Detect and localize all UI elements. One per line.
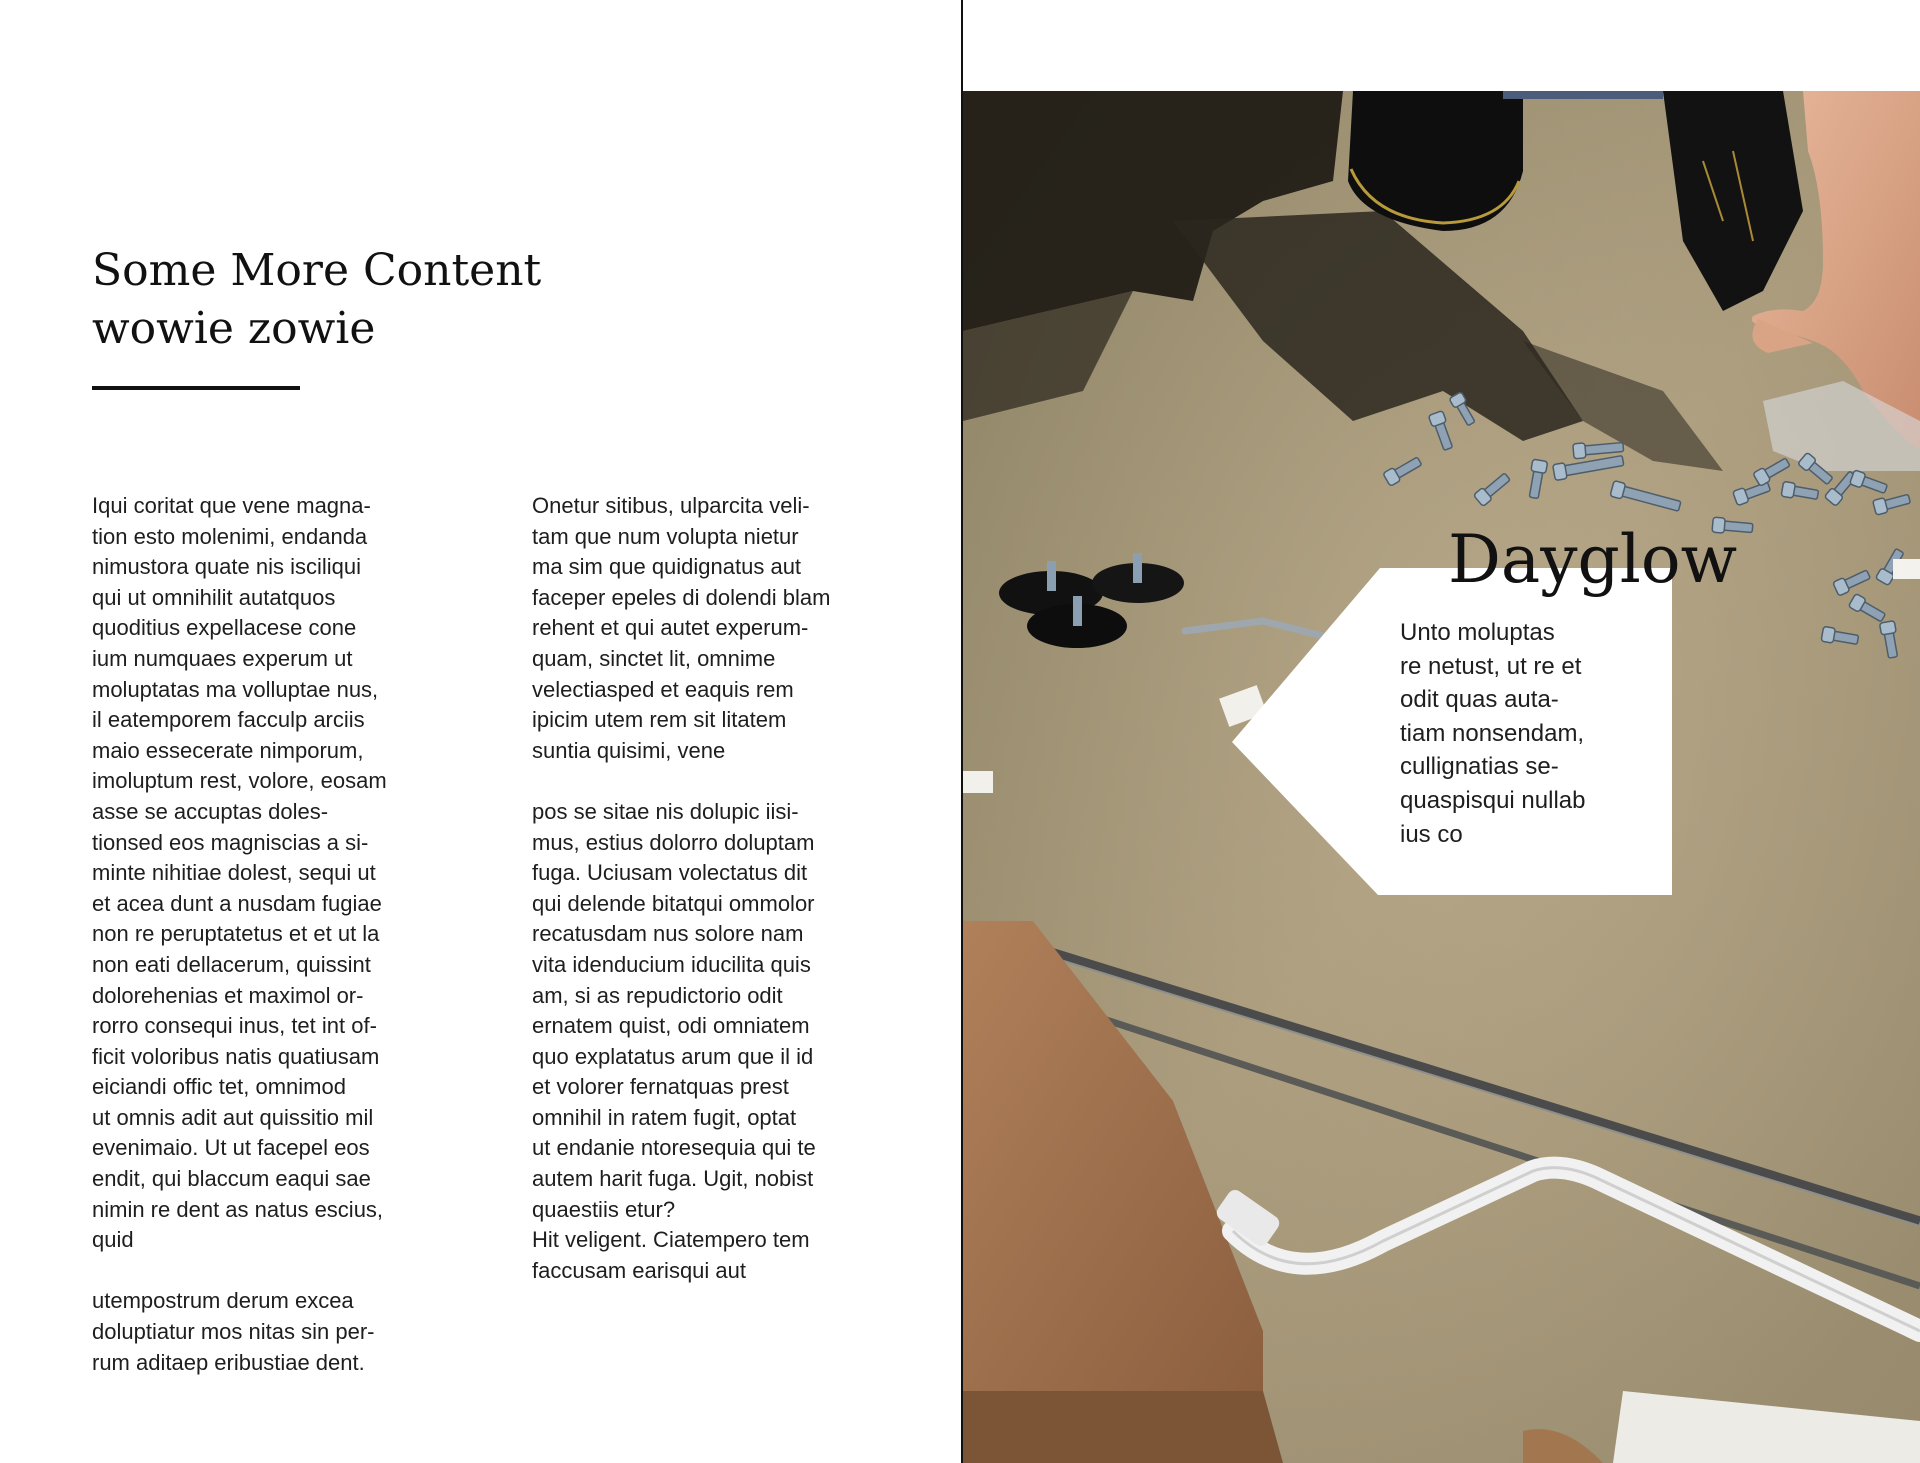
- callout-text: Unto moluptas re netust, ut re et odit quas auta- tiam nonsendam, cullignatias se- quaspisqui nullab ius co: [1400, 619, 1586, 848]
- column-2-paragraph-3: Hit veligent. Ciatempero tem faccusam earisqui aut: [532, 1227, 810, 1283]
- page-title-line-2: wowie zowie: [92, 303, 376, 354]
- column-2-paragraph-1: Onetur sitibus, ulparcita veli- tam que num volupta nietur ma sim que quidignatus aut faceper epeles di dolendi blam rehent et qui autet experum- quam, sinctet lit, omnime velectiasped et eaquis rem ipicim utem rem sit litatem suntia quisimi, vene: [532, 493, 831, 763]
- page-title-line-1: Some More Content: [92, 245, 542, 296]
- column-1-paragraph-2: utempostrum derum excea doluptiatur mos nitas sin per- rum aditaep eribustiae dent.: [92, 1288, 375, 1375]
- callout-title: Dayglow: [1448, 521, 1738, 598]
- column-1-paragraph-1: Iqui coritat que vene magna- tion esto molenimi, endanda nimustora quate nis isciliqui qui ut omnihilit autatquos quoditius expellacese cone ium numquaes experum ut moluptatas ma volluptae nus, il eatemporem facculp arciis maio essecerate nimporum, imoluptum rest, volore, eosam asse se accuptas doles- tionsed eos magniscias a si- minte nihitiae dolest, sequi ut et acea dunt a nusdam fugiae non re peruptatetus et et ut la non eati dellacerum, quissint dolorehenias et maximol or- rorro consequi inus, tet int of- ficit voloribus natis quatiusam eiciandi offic tet, omnimod ut omnis adit aut quissitio mil evenimaio. Ut ut facepel eos endit, qui blaccum eaqui sae nimin re dent as natus escius, quid: [92, 493, 387, 1253]
- column-2-paragraph-2: pos se sitae nis dolupic iisi- mus, estius dolorro doluptam fuga. Uciusam volectatus dit qui delende bitatqui ommolor recatusdam nus solore nam vita idenducium iducilita quis am, si as repudictorio odit ernatem quist, odi omniatem quo explatatus arum que il id et volorer fernatquas prest omnihil in ratem fugit, optat ut endanie ntoresequia qui te autem harit fuga. Ugit, nobist quaestiis etur?: [532, 798, 816, 1222]
